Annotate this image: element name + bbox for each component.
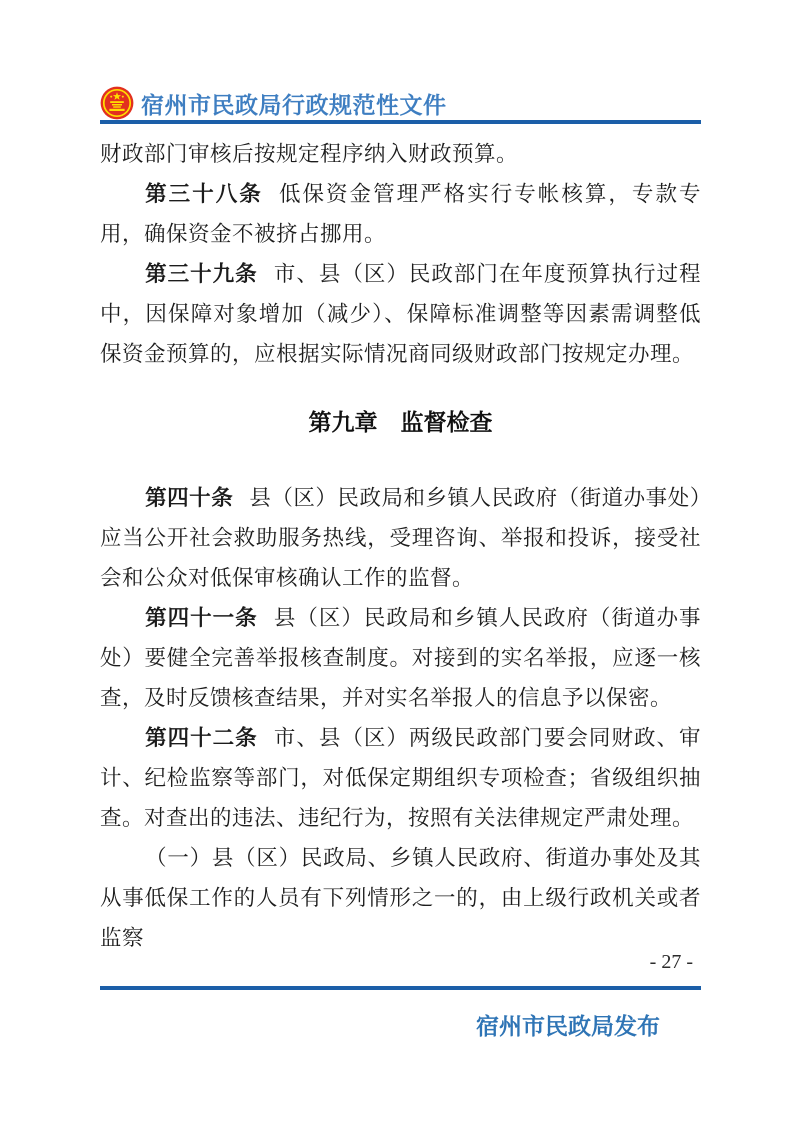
body-paragraph-article-42 [100, 718, 701, 838]
page-header [100, 86, 701, 120]
document-series-title: 宿州市民政局行政规范性文件 [141, 91, 447, 118]
body-paragraph-article-41 [100, 598, 701, 718]
paragraph-text: 财政部门审核后按规定程序纳入财政预算。 [100, 142, 519, 166]
paragraph-text: 低保资金管理严格实行专帐核算，专款专用，确保资金不被挤占挪用。 [100, 182, 701, 246]
body-paragraph-article-39 [100, 254, 701, 374]
article-number: 第三十八条 [145, 182, 263, 206]
article-number: 第四十二条 [145, 726, 258, 750]
document-body [100, 134, 701, 958]
footer-rule-wrap [100, 986, 701, 990]
header-rule-wrap [100, 120, 701, 124]
paragraph-text: 市、县（区）两级民政部门要会同财政、审计、纪检监察等部门，对低保定期组织专项检查；省级组织抽查。对查出的违法、违纪行为，按照有关法律规定严肃处理。 [100, 726, 701, 830]
body-paragraph-item-1 [100, 838, 701, 958]
article-number: 第四十一条 [145, 606, 258, 630]
body-paragraph-continuation [100, 134, 701, 174]
paragraph-text: 县（区）民政局和乡镇人民政府（街道办事处）要健全完善举报核查制度。对接到的实名举报，应逐一核查，及时反馈核查结果，并对实名举报人的信息予以保密。 [100, 606, 701, 710]
paragraph-text: 县（区）民政局和乡镇人民政府（街道办事处）应当公开社会救助服务热线，受理咨询、举报和投诉，接受社会和公众对低保审核确认工作的监督。 [100, 486, 701, 590]
body-paragraph-article-40 [100, 478, 701, 598]
article-number: 第三十九条 [145, 262, 258, 286]
header-rule [100, 120, 701, 124]
page-number: - 27 - [649, 951, 693, 973]
paragraph-text: 市、县（区）民政部门在年度预算执行过程中，因保障对象增加（减少）、保障标准调整等因素需调整低保资金预算的，应根据实际情况商同级财政部门按规定办理。 [100, 262, 701, 366]
paragraph-text: （一）县（区）民政局、乡镇人民政府、街道办事处及其从事低保工作的人员有下列情形之一的，由上级行政机关或者监察 [100, 846, 701, 950]
article-number: 第四十条 [145, 486, 234, 510]
content-area [100, 86, 701, 958]
publisher-label: 宿州市民政局发布 [476, 1013, 660, 1039]
footer-rule [100, 986, 701, 990]
national-emblem-icon [100, 86, 134, 120]
chapter-heading: 第九章 监督检查 [308, 409, 493, 435]
body-paragraph-article-38 [100, 174, 701, 254]
